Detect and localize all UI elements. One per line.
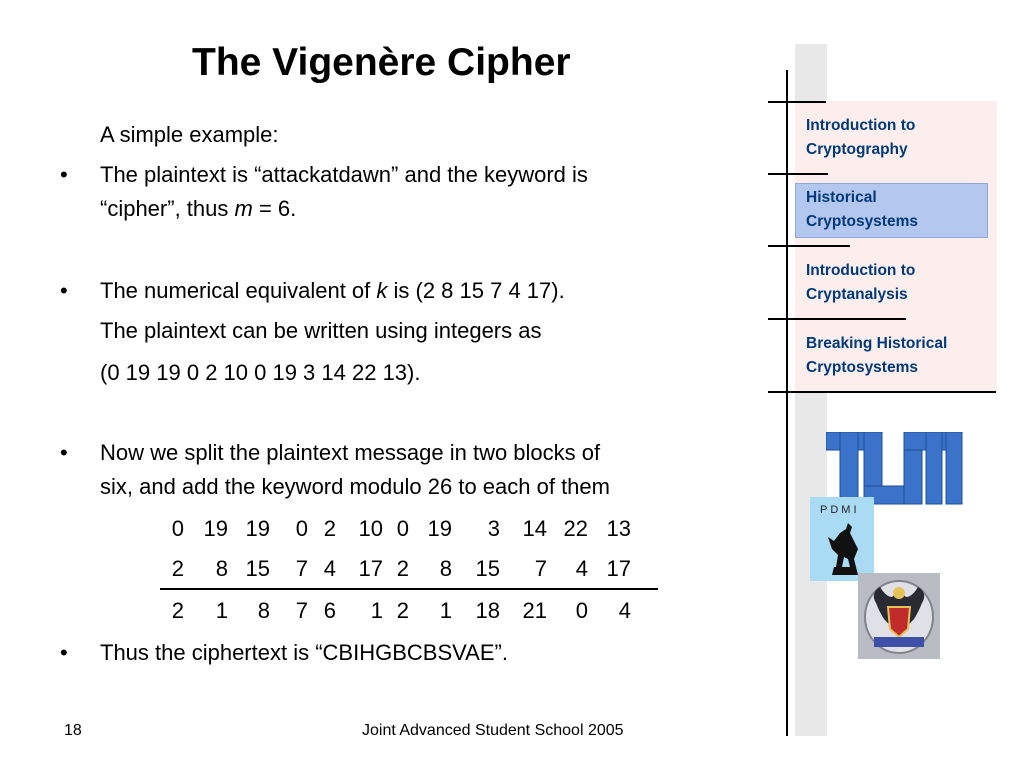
keyword-number: 2 <box>396 556 409 581</box>
separator-line <box>768 101 826 103</box>
tum-logo-icon <box>826 432 966 506</box>
nav-label-line1: Historical <box>806 189 877 206</box>
separator-line <box>768 173 828 175</box>
ciphertext-number: 1 <box>370 598 383 623</box>
keyword-number: 7 <box>534 556 547 581</box>
nav-label-line2: Cryptography <box>806 141 908 158</box>
plaintext-number: 0 <box>171 516 184 541</box>
keyword-number: 17 <box>606 556 631 581</box>
pdmi-label: PDMI <box>820 504 860 516</box>
nav-item-breaking-historical[interactable] <box>806 332 947 380</box>
slide-title: The Vigenère Cipher <box>192 41 571 84</box>
plaintext-number: 19 <box>245 516 270 541</box>
plaintext-number: 14 <box>522 516 547 541</box>
pdmi-logo <box>810 497 874 581</box>
separator-line <box>768 391 996 393</box>
keyword-number: 8 <box>215 556 228 581</box>
keyword-number: 7 <box>295 556 308 581</box>
sidebar-divider <box>786 70 788 736</box>
keyword-number: 2 <box>171 556 184 581</box>
nav-label-line2: Cryptosystems <box>806 213 918 230</box>
ciphertext-number: 18 <box>475 598 500 623</box>
nav-label-line2: Cryptanalysis <box>806 286 908 303</box>
bullet4-text: Thus the ciphertext is “CBIHGBCBSVAE”. <box>100 640 508 665</box>
ciphertext-number: 8 <box>257 598 270 623</box>
keyword-number: 15 <box>475 556 500 581</box>
bullet3-line2: six, and add the keyword modulo 26 to each of them <box>100 474 610 499</box>
plaintext-number: 19 <box>427 516 452 541</box>
plaintext-number: 0 <box>396 516 409 541</box>
ciphertext-number: 7 <box>295 598 308 623</box>
plaintext-number: 10 <box>358 516 383 541</box>
bullet-marker: • <box>60 162 68 187</box>
keyword-number: 4 <box>323 556 336 581</box>
nav-label-line1: Introduction to <box>806 117 916 134</box>
ciphertext-number: 4 <box>618 598 631 623</box>
horse-statue-icon <box>818 519 868 577</box>
bullet-marker: • <box>60 640 68 665</box>
plaintext-number: 22 <box>563 516 588 541</box>
keyword-numbers-row <box>160 552 660 590</box>
page-number: 18 <box>64 722 82 739</box>
bullet2-text-b: is (2 8 15 7 4 17). <box>387 278 565 303</box>
bullet-marker: • <box>60 278 68 303</box>
bullet2-text-a: The numerical equivalent of <box>100 278 377 303</box>
keyword-number: 8 <box>439 556 452 581</box>
bullet-marker: • <box>60 440 68 465</box>
ciphertext-number: 2 <box>396 598 409 623</box>
ciphertext-number: 6 <box>323 598 336 623</box>
nav-item-historical-cryptosystems[interactable] <box>806 186 918 234</box>
bullet2-line3: (0 19 19 0 2 10 0 19 3 14 22 13). <box>100 360 421 385</box>
bullet1-line1: The plaintext is “attackatdawn” and the keyword is <box>100 162 588 187</box>
separator-line <box>768 318 906 320</box>
ciphertext-number: 1 <box>439 598 452 623</box>
nav-item-intro-cryptanalysis[interactable] <box>806 259 915 307</box>
keyword-number: 17 <box>358 556 383 581</box>
bullet1-text-a: “cipher”, thus <box>100 196 235 221</box>
variable-m: m <box>234 196 253 221</box>
ciphertext-numbers-row <box>160 594 660 632</box>
bullet2-line1 <box>100 274 565 308</box>
footer-event: Joint Advanced Student School 2005 <box>362 722 624 739</box>
sum-divider <box>160 588 658 590</box>
nav-label-line1: Introduction to <box>806 262 916 279</box>
ciphertext-number: 0 <box>575 598 588 623</box>
keyword-number: 4 <box>575 556 588 581</box>
bullet1-text-b: = 6. <box>252 196 297 221</box>
plaintext-number: 0 <box>295 516 308 541</box>
plaintext-number: 2 <box>323 516 336 541</box>
ciphertext-number: 21 <box>522 598 547 623</box>
keyword-number: 15 <box>245 556 270 581</box>
bullet3-line1: Now we split the plaintext message in two blocks of <box>100 440 601 465</box>
plaintext-numbers-row <box>160 512 660 550</box>
separator-line <box>768 245 850 247</box>
emblem-logo <box>858 573 940 659</box>
bullet1-line2 <box>100 192 296 226</box>
intro-text: A simple example: <box>100 122 279 147</box>
bullet2-line2: The plaintext can be written using integers as <box>100 318 542 343</box>
plaintext-number: 19 <box>203 516 228 541</box>
nav-item-intro-cryptography[interactable] <box>806 114 915 162</box>
plaintext-number: 3 <box>487 516 500 541</box>
variable-k: k <box>376 278 388 303</box>
ciphertext-number: 1 <box>215 598 228 623</box>
plaintext-number: 13 <box>606 516 631 541</box>
nav-label-line1: Breaking Historical <box>806 335 948 352</box>
double-eagle-icon <box>858 573 940 659</box>
nav-label-line2: Cryptosystems <box>806 359 918 376</box>
ciphertext-number: 2 <box>171 598 184 623</box>
